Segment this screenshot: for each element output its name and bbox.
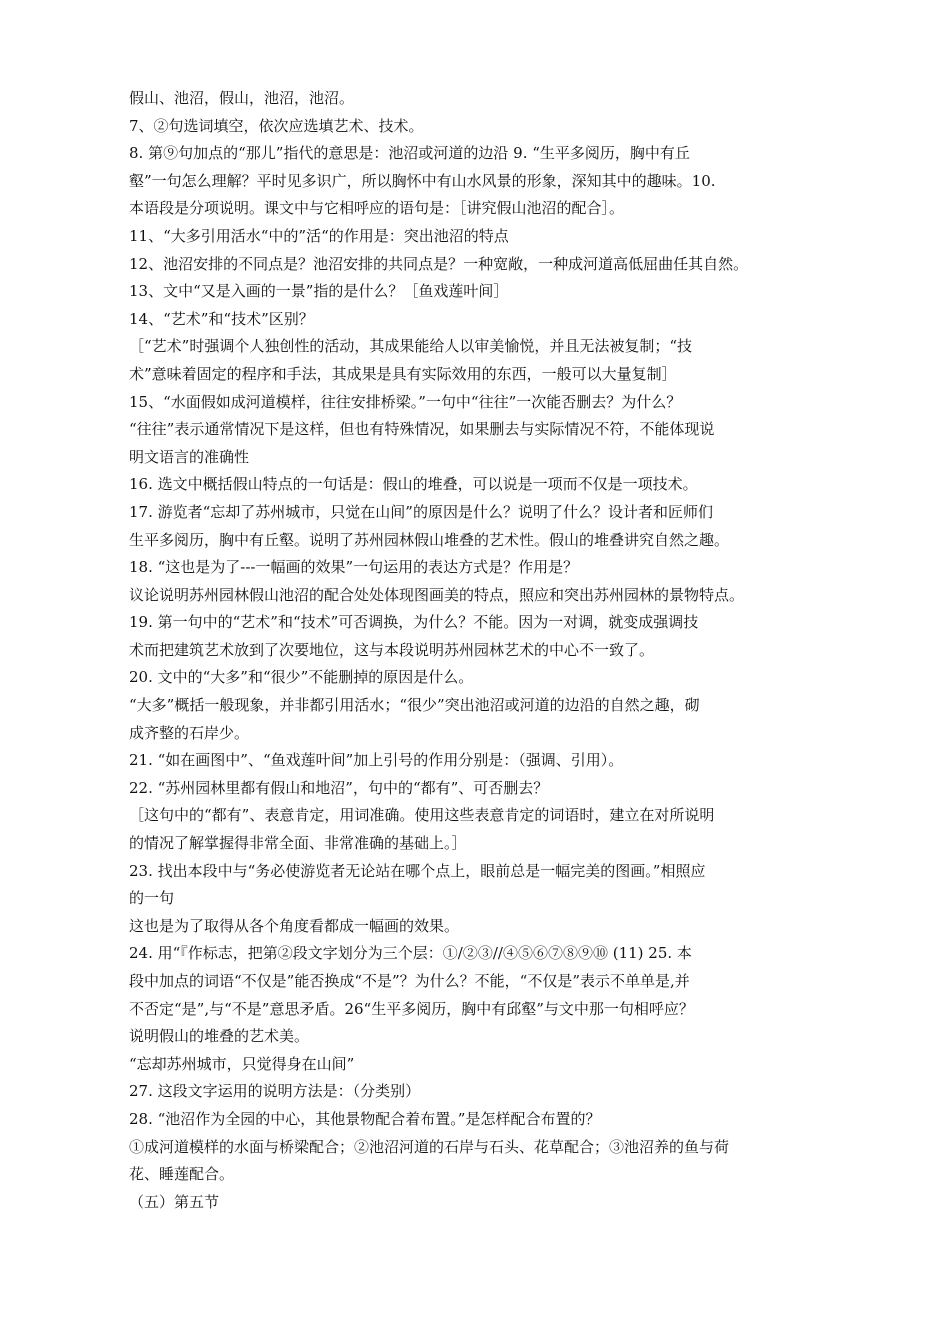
text-line: 14、“艺术”和“技术”区别？ xyxy=(129,309,314,328)
text-line: 21. “如在画图中”、“鱼戏莲叶间”加上引号的作用分别是：（强调、引用）。 xyxy=(129,751,624,770)
text-line: 明文语言的准确性 xyxy=(129,447,250,466)
text-line: 议论说明苏州园林假山池沼的配合处处体现图画美的特点，照应和突出苏州园林的景物特点。 xyxy=(129,585,745,604)
text-line: “往往”表示通常情况下是这样，但也有特殊情况，如果删去与实际情况不符，不能体现说 xyxy=(129,420,715,439)
text-line: 15、“水面假如成河道模样，往往安排桥梁。”一句中“往往”一次能否删去？为什么？ xyxy=(129,392,682,411)
text-line: 的情况了解掌握得非常全面、非常准确的基础上。］ xyxy=(129,834,467,853)
text-line: 18. “这也是为了---一幅画的效果”一句运用的表达方式是？作用是？ xyxy=(129,558,579,577)
text-line: ［“艺术”时强调个人独创性的活动，其成果能给人以审美愉悦，并且无法被复制；“技 xyxy=(129,337,693,356)
text-line: 12、池沼安排的不同点是？池沼安排的共同点是？一种宽敞，一种成河道高低屈曲任其自然。 xyxy=(129,254,749,273)
text-line: 的一句 xyxy=(129,889,175,908)
text-line: 术”意味着固定的程序和手法，其成果是具有实际效用的东西，一般可以大量复制］ xyxy=(129,364,677,383)
text-line: 8. 第⑨句加点的“那儿”指代的意思是：池沼或河道的边沿 9. “生平多阅历，胸中有丘 xyxy=(129,144,690,163)
text-line: 本语段是分项说明。课文中与它相呼应的语句是：［讲究假山池沼的配合］。 xyxy=(129,199,625,218)
text-line: ①成河道模样的水面与桥梁配合；②池沼河道的石岸与石头、花草配合；③池沼养的鱼与荷 xyxy=(129,1137,730,1156)
text-line: 27. 这段文字运用的说明方法是：（分类别） xyxy=(129,1082,421,1101)
text-line: 24. 用“『作标志，把第②段文字划分为三个层：①/②③//④⑤⑥⑦⑧⑨⑩ (11) 25. 本 xyxy=(129,944,692,963)
text-line: 22. “苏州园林里都有假山和地沼”，句中的“都有”、可否删去？ xyxy=(129,778,549,797)
text-line: 17. 游览者“忘却了苏州城市，只觉在山间”的原因是什么？说明了什么？设计者和匠师们 xyxy=(129,502,713,521)
text-line: 假山、池沼，假山，池沼，池沼。 xyxy=(129,89,355,107)
text-line: 段中加点的词语“不仅是”能否换成“不是”？为什么？不能，“不仅是”表示不单单是,并 xyxy=(129,972,690,990)
text-line: 7、②句选词填空，依次应选填艺术、技术。 xyxy=(129,116,424,135)
text-line: 19. 第一句中的“艺术”和“技术”可否调换，为什么？不能。因为一对调，就变成强调技 xyxy=(129,613,699,632)
text-line: 20. 文中的“大多”和“很少”不能删掉的原因是什么。 xyxy=(129,668,474,687)
text-line: 壑”一句怎么理解？平时见多识广，所以胸怀中有山水风景的形象，深知其中的趣味。10. xyxy=(129,171,716,190)
text-line: 说明假山的堆叠的艺术美。 xyxy=(129,1027,310,1046)
text-line: 13、文中“又是入画的一景”指的是什么？［鱼戏莲叶间］ xyxy=(129,282,509,301)
text-line: 16. 选文中概括假山特点的一句话是：假山的堆叠，可以说是一项而不仅是一项技术。 xyxy=(129,475,698,494)
text-line: 28. “池沼作为全园的中心，其他景物配合着布置。”是怎样配合布置的？ xyxy=(129,1109,601,1128)
section-heading: （五）第五节 xyxy=(129,1192,220,1211)
text-line: 成齐整的石岸少。 xyxy=(129,723,250,742)
text-line: “大多”概括一般现象，并非都引用活水；“很少”突出池沼或河道的边沿的自然之趣，砌 xyxy=(129,696,700,715)
text-line: 术而把建筑艺术放到了次要地位，这与本段说明苏州园林艺术的中心不一致了。 xyxy=(129,640,655,659)
text-line: 不否定“是”,与“不是”意思矛盾。26“生平多阅历，胸中有邱壑”与文中那一句相呼应？ xyxy=(129,999,694,1018)
document-body xyxy=(129,85,829,1216)
text-line: 生平多阅历，胸中有丘壑。说明了苏州园林假山堆叠的艺术性。假山的堆叠讲究自然之趣。 xyxy=(129,530,730,549)
text-line: ［这句中的“都有”、表意肯定，用词准确。使用这些表意肯定的词语时，建立在对所说明 xyxy=(129,806,715,825)
text-line: 花、睡莲配合。 xyxy=(129,1165,235,1184)
text-line: 23. 找出本段中与“务必使游览者无论站在哪个点上，眼前总是一幅完美的图画。”相照应 xyxy=(129,861,706,880)
text-line: 11、“大多引用活水“中的”活“的作用是：突出池沼的特点 xyxy=(129,226,509,245)
text-line: 这也是为了取得从各个角度看都成一幅画的效果。 xyxy=(129,916,460,935)
text-line: “忘却苏州城市，只觉得身在山间” xyxy=(129,1054,355,1073)
